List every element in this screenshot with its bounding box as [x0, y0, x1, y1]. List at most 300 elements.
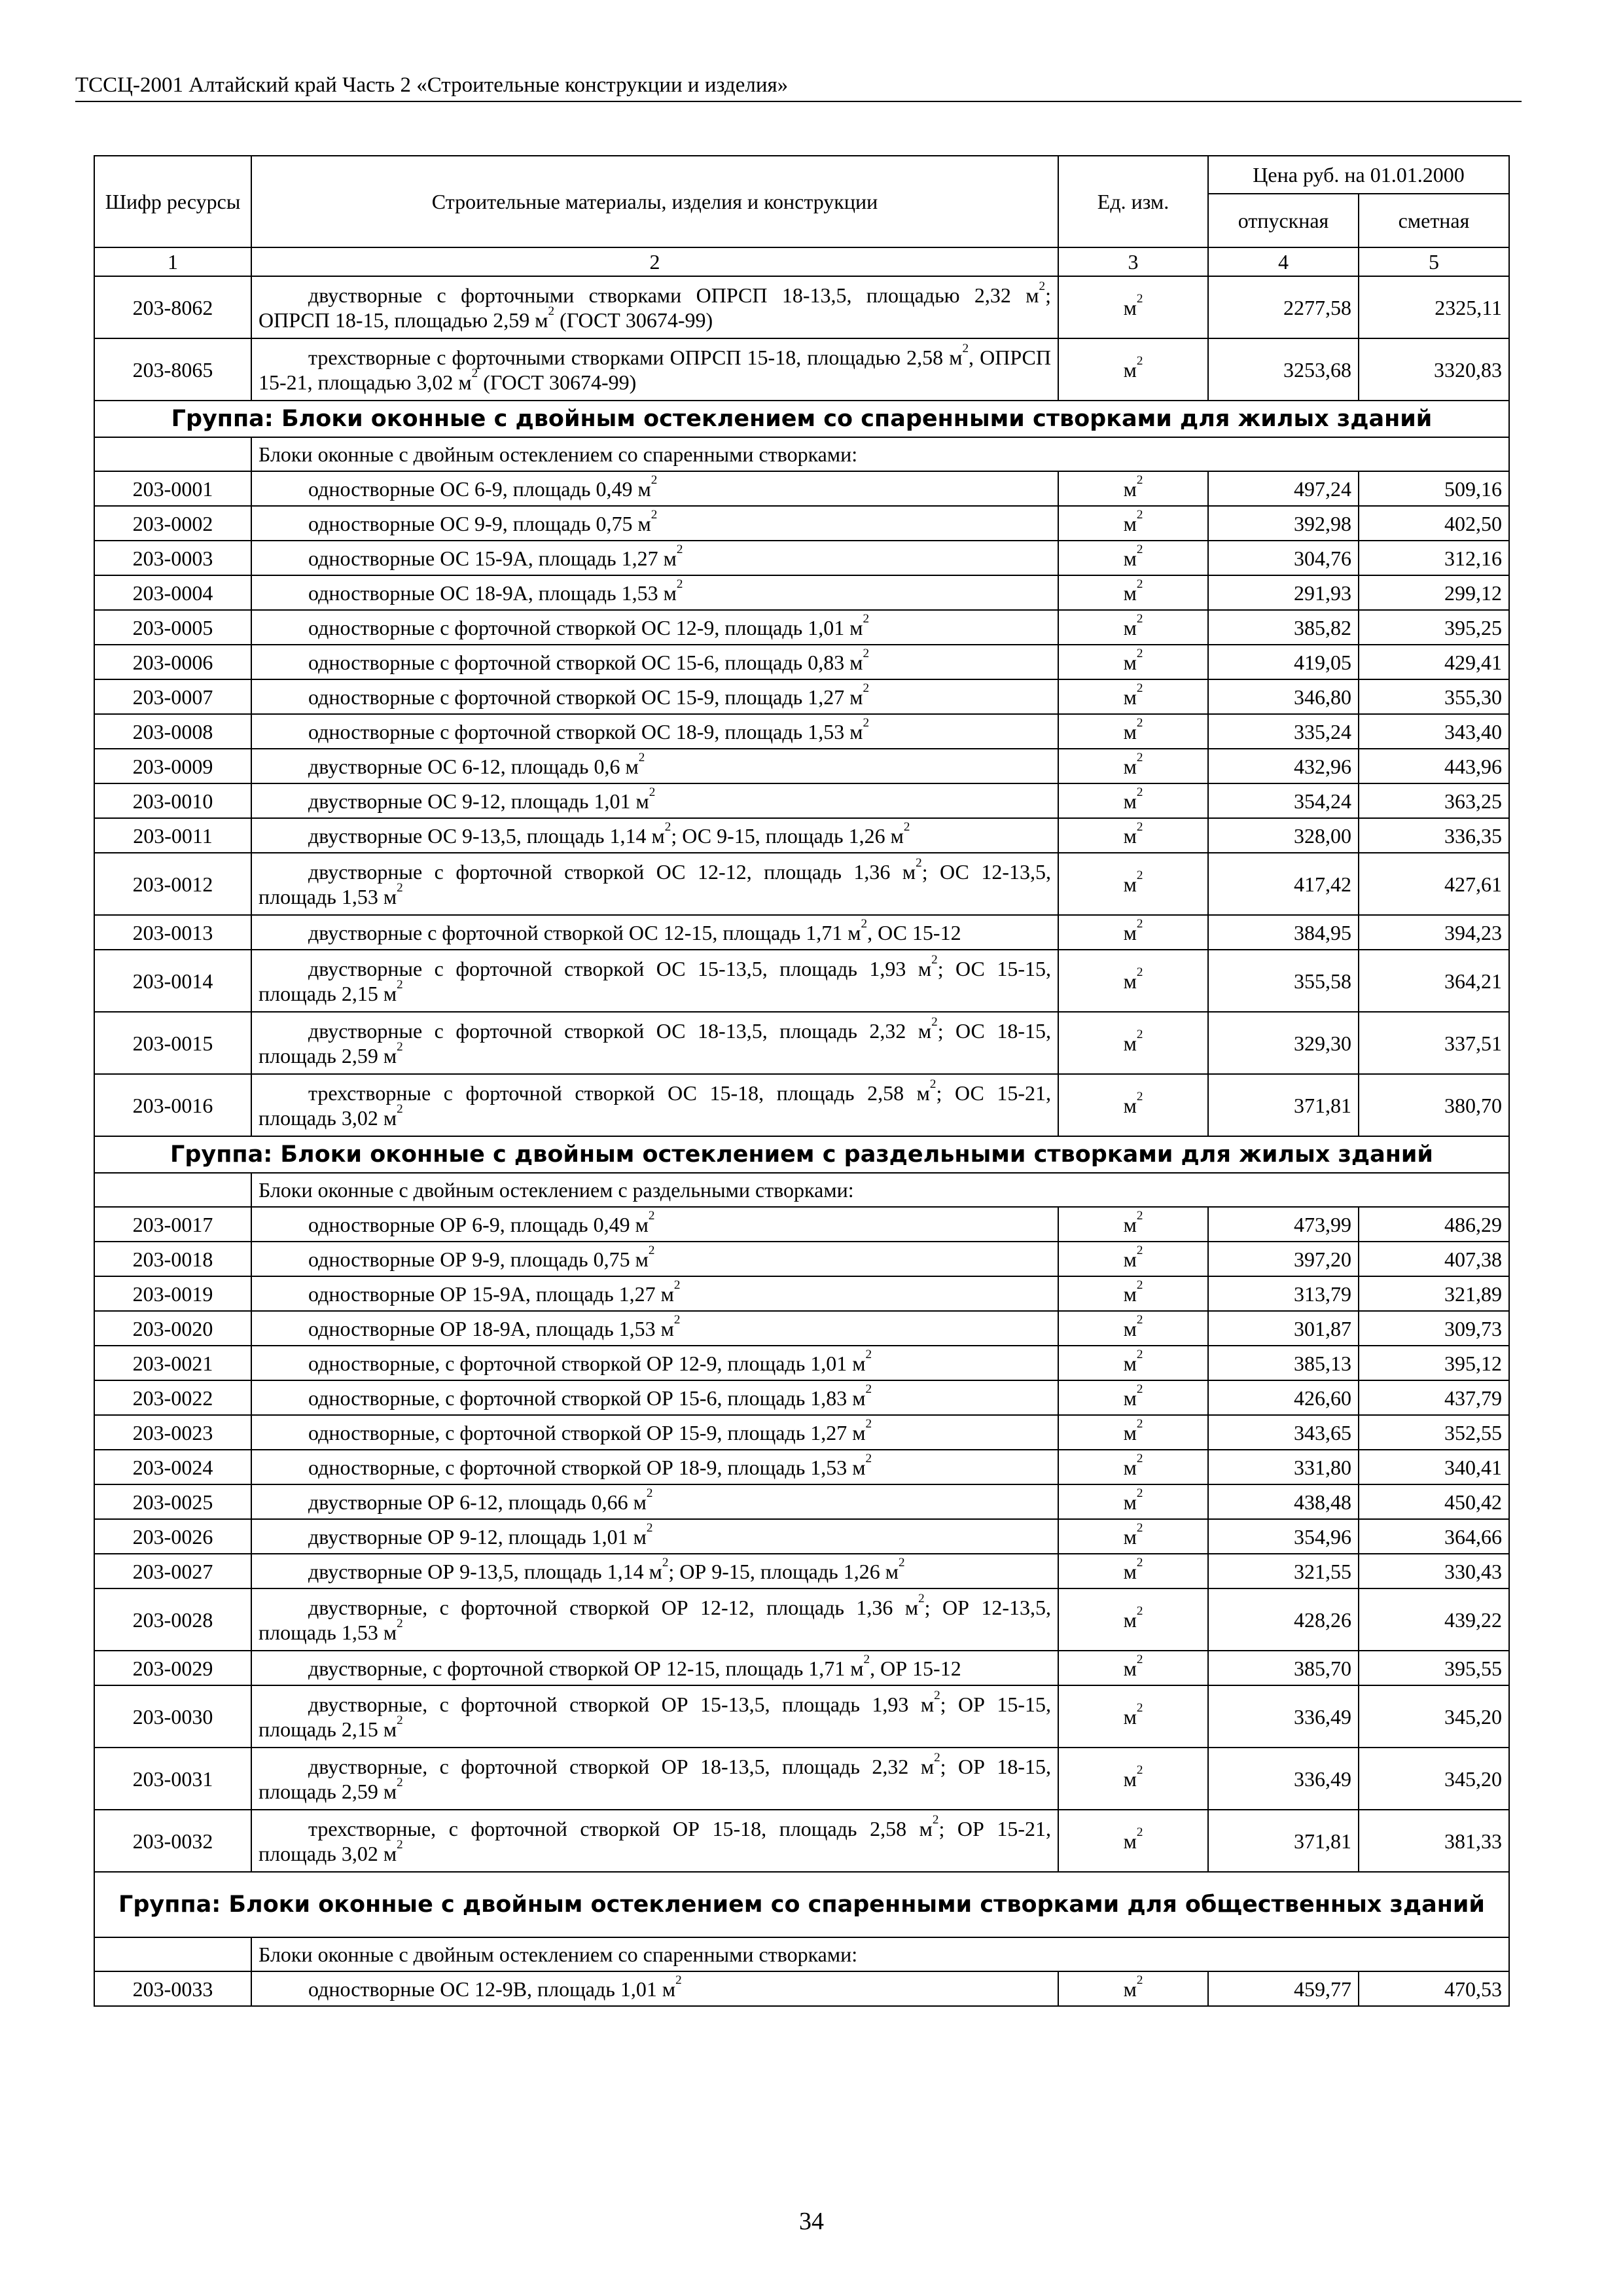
unit-exponent: 2 [1136, 611, 1143, 626]
item-description-text: трехстворные с форточной створкой ОС 15-18, площадь 2,58 $м^2$; ОС 15-21, площадь 3,02 $м^2$ [259, 1077, 1052, 1130]
resource-code: 203-0017 [94, 1207, 251, 1242]
resource-code: 203-0030 [94, 1685, 251, 1748]
unit-base: м [1123, 1490, 1137, 1514]
item-description [251, 276, 1058, 338]
table-row [94, 338, 1509, 401]
table-row [94, 1810, 1509, 1872]
release-price: 438,48 [1208, 1484, 1359, 1519]
release-price: 385,82 [1208, 610, 1359, 645]
item-description [251, 1450, 1058, 1484]
table-row [94, 1651, 1509, 1685]
estimate-price: 363,25 [1359, 783, 1509, 818]
resource-code: 203-0001 [94, 471, 251, 506]
unit-base: м [1123, 1282, 1137, 1306]
column-number: 5 [1359, 247, 1509, 276]
item-description [251, 1484, 1058, 1519]
item-description-text: одностворные ОС 9-9, площадь 0,75 $м^2$ [308, 507, 658, 535]
item-description-text: одностворные с форточной створкой ОС 15-6, площадь 0,83 $м^2$ [308, 646, 870, 674]
item-description [251, 749, 1058, 783]
estimate-price: 407,38 [1359, 1242, 1509, 1276]
unit [1058, 749, 1208, 783]
estimate-price: 402,50 [1359, 506, 1509, 541]
estimate-price: 330,43 [1359, 1554, 1509, 1588]
item-description [251, 1810, 1058, 1872]
item-description-text: одностворные с форточной створкой ОС 15-9, площадь 1,27 $м^2$ [308, 681, 870, 709]
table-row [94, 1519, 1509, 1554]
unit [1058, 338, 1208, 401]
resource-code: 203-0019 [94, 1276, 251, 1311]
estimate-price: 343,40 [1359, 714, 1509, 749]
item-description-text: одностворные ОС 18-9А, площадь 1,53 $м^2$ [308, 577, 683, 605]
unit-exponent: 2 [1136, 1825, 1143, 1839]
unit-exponent: 2 [1136, 473, 1143, 487]
item-description [251, 541, 1058, 575]
table-row [94, 915, 1509, 950]
unit [1058, 1588, 1208, 1651]
subheading-row [94, 1937, 1509, 1971]
column-number: 2 [251, 247, 1058, 276]
release-price: 336,49 [1208, 1748, 1359, 1810]
release-price: 428,26 [1208, 1588, 1359, 1651]
table-row [94, 1276, 1509, 1311]
table-row [94, 749, 1509, 783]
item-description-text: одностворные ОР 6-9, площадь 0,49 $м^2$ [308, 1208, 655, 1236]
unit [1058, 1748, 1208, 1810]
release-price: 335,24 [1208, 714, 1359, 749]
unit-base: м [1123, 1351, 1137, 1375]
resource-code: 203-0011 [94, 818, 251, 853]
estimate-price: 427,61 [1359, 853, 1509, 915]
unit-exponent: 2 [1136, 1089, 1143, 1103]
item-description [251, 1380, 1058, 1415]
unit [1058, 575, 1208, 610]
column-header-release: отпускная [1208, 194, 1359, 247]
table-row [94, 1415, 1509, 1450]
unit-base: м [1123, 581, 1137, 605]
resource-code: 203-0024 [94, 1450, 251, 1484]
item-description-text: одностворные, с форточной створкой ОР 15-9, площадь 1,27 $м^2$ [308, 1416, 872, 1444]
resource-code: 203-0020 [94, 1311, 251, 1346]
resource-code: 203-0013 [94, 915, 251, 950]
item-description [251, 714, 1058, 749]
group-heading-row [94, 1872, 1509, 1937]
unit-exponent: 2 [1136, 646, 1143, 660]
estimate-price: 443,96 [1359, 749, 1509, 783]
table-row [94, 1012, 1509, 1074]
item-description-text: одностворные с форточной створкой ОС 12-9, площадь 1,01 $м^2$ [308, 611, 870, 639]
table-body [94, 276, 1509, 2006]
estimate-price: 309,73 [1359, 1311, 1509, 1346]
release-price: 371,81 [1208, 1810, 1359, 1872]
estimate-price: 364,21 [1359, 950, 1509, 1012]
group-heading-row [94, 401, 1509, 437]
resource-code: 203-0018 [94, 1242, 251, 1276]
item-description [251, 1074, 1058, 1136]
table-row [94, 1207, 1509, 1242]
table-row [94, 1588, 1509, 1651]
table-row [94, 1554, 1509, 1588]
table-row [94, 541, 1509, 575]
unit [1058, 541, 1208, 575]
unit [1058, 714, 1208, 749]
table-row [94, 714, 1509, 749]
resource-code: 203-0032 [94, 1810, 251, 1872]
table-row [94, 1971, 1509, 2006]
column-header-unit: Ед. изм. [1058, 156, 1208, 247]
item-description [251, 645, 1058, 679]
release-price: 3253,68 [1208, 338, 1359, 401]
item-description-text: двустворные с форточной створкой ОС 12-15, площадь 1,71 $м^2$, ОС 15-12 [308, 916, 961, 944]
subheading-row [94, 1173, 1509, 1207]
unit-exponent: 2 [1136, 1347, 1143, 1361]
estimate-price: 312,16 [1359, 541, 1509, 575]
item-description-text: двустворные с форточной створкой ОС 12-12, площадь 1,36 $м^2$; ОС 12-13,5, площадь 1,53 $м^2$ [259, 855, 1051, 908]
item-description-text: двустворные ОС 9-12, площадь 1,01 $м^2$ [308, 785, 656, 813]
item-description [251, 610, 1058, 645]
empty-cell [94, 1173, 251, 1207]
release-price: 392,98 [1208, 506, 1359, 541]
item-description-text: двустворные, с форточной створкой ОР 15-13,5, площадь 1,93 $м^2$; ОР 15-15, площадь 2,15 $м^2$ [259, 1688, 1052, 1741]
release-price: 346,80 [1208, 679, 1359, 714]
unit-base: м [1123, 295, 1137, 319]
table-row [94, 1450, 1509, 1484]
unit-exponent: 2 [1136, 1555, 1143, 1570]
release-price: 385,13 [1208, 1346, 1359, 1380]
unit [1058, 1685, 1208, 1748]
unit-exponent: 2 [1136, 1652, 1143, 1666]
item-description-text: одностворные ОР 9-9, площадь 0,75 $м^2$ [308, 1243, 655, 1271]
resource-code: 203-0014 [94, 950, 251, 1012]
item-description [251, 1748, 1058, 1810]
column-header-materials: Строительные материалы, изделия и конструкции [251, 156, 1058, 247]
item-description-text: одностворные, с форточной створкой ОР 15-6, площадь 1,83 $м^2$ [308, 1382, 872, 1410]
unit [1058, 1012, 1208, 1074]
document-header: ТССЦ-2001 Алтайский край Часть 2 «Строительные конструкции и изделия» [75, 72, 1522, 102]
column-header-price-group: Цена руб. на 01.01.2000 [1208, 156, 1509, 194]
release-price: 343,65 [1208, 1415, 1359, 1450]
release-price: 336,49 [1208, 1685, 1359, 1748]
resource-code: 203-0016 [94, 1074, 251, 1136]
column-header-code: Шифр ресурсы [94, 156, 251, 247]
unit-base: м [1123, 1420, 1137, 1444]
item-description-text: одностворные, с форточной створкой ОР 18-9, площадь 1,53 $м^2$ [308, 1451, 872, 1479]
release-price: 497,24 [1208, 471, 1359, 506]
release-price: 397,20 [1208, 1242, 1359, 1276]
release-price: 2277,58 [1208, 276, 1359, 338]
unit [1058, 1971, 1208, 2006]
unit-exponent: 2 [1136, 1208, 1143, 1223]
release-price: 459,77 [1208, 1971, 1359, 2006]
item-description [251, 818, 1058, 853]
resource-code: 203-0002 [94, 506, 251, 541]
item-description-text: двустворные, с форточной створкой ОР 12-15, площадь 1,71 $м^2$, ОР 15-12 [308, 1652, 961, 1680]
estimate-price: 380,70 [1359, 1074, 1509, 1136]
subheading: Блоки оконные с двойным остеклением с раздельными створками: [251, 1173, 1509, 1207]
estimate-price: 395,25 [1359, 610, 1509, 645]
unit-exponent: 2 [1136, 577, 1143, 591]
item-description-text: двустворные с форточной створкой ОС 18-13,5, площадь 2,32 $м^2$; ОС 18-15, площадь 2,59 $м^2$ [259, 1014, 1051, 1067]
page-number: 34 [799, 2208, 824, 2235]
unit-exponent: 2 [1136, 1312, 1143, 1327]
unit-exponent: 2 [1136, 507, 1143, 522]
release-price: 291,93 [1208, 575, 1359, 610]
release-price: 419,05 [1208, 645, 1359, 679]
unit [1058, 1450, 1208, 1484]
unit-base: м [1123, 1247, 1137, 1271]
unit-exponent: 2 [1136, 542, 1143, 556]
estimate-price: 395,55 [1359, 1651, 1509, 1685]
release-price: 426,60 [1208, 1380, 1359, 1415]
item-description [251, 1971, 1058, 2006]
release-price: 371,81 [1208, 1074, 1359, 1136]
unit-exponent: 2 [1136, 965, 1143, 979]
unit-exponent: 2 [1136, 1243, 1143, 1257]
unit-base: м [1123, 476, 1137, 501]
item-description [251, 1207, 1058, 1242]
resource-code: 203-0008 [94, 714, 251, 749]
unit [1058, 783, 1208, 818]
resource-code: 203-8062 [94, 276, 251, 338]
release-price: 321,55 [1208, 1554, 1359, 1588]
unit [1058, 471, 1208, 506]
resource-code: 203-0026 [94, 1519, 251, 1554]
release-price: 329,30 [1208, 1012, 1359, 1074]
resource-code: 203-0004 [94, 575, 251, 610]
item-description-text: трехстворные, с форточной створкой ОР 15-18, площадь 2,58 $м^2$; ОР 15-21, площадь 3,02 $м^2$ [259, 1812, 1051, 1865]
item-description-text: одностворные ОС 6-9, площадь 0,49 $м^2$ [308, 473, 658, 501]
release-price: 384,95 [1208, 915, 1359, 950]
unit-exponent: 2 [1136, 1416, 1143, 1431]
resource-code: 203-0031 [94, 1748, 251, 1810]
resource-code: 203-0028 [94, 1588, 251, 1651]
resource-code: 203-0023 [94, 1415, 251, 1450]
release-price: 417,42 [1208, 853, 1359, 915]
estimate-price: 364,66 [1359, 1519, 1509, 1554]
unit [1058, 1554, 1208, 1588]
item-description [251, 950, 1058, 1012]
item-description [251, 679, 1058, 714]
release-price: 354,24 [1208, 783, 1359, 818]
unit [1058, 1276, 1208, 1311]
unit-base: м [1123, 1031, 1137, 1055]
release-price: 304,76 [1208, 541, 1359, 575]
item-description [251, 1554, 1058, 1588]
unit [1058, 1415, 1208, 1450]
unit-base: м [1123, 1386, 1137, 1410]
table-row [94, 471, 1509, 506]
table-row [94, 783, 1509, 818]
table-row [94, 1380, 1509, 1415]
resource-code: 203-8065 [94, 338, 251, 401]
unit-base: м [1123, 546, 1137, 570]
unit-base: м [1123, 1316, 1137, 1340]
column-number: 3 [1058, 247, 1208, 276]
unit [1058, 915, 1208, 950]
item-description-text: двустворные ОР 9-12, площадь 1,01 $м^2$ [308, 1520, 653, 1549]
table-row [94, 1748, 1509, 1810]
unit-exponent: 2 [1136, 916, 1143, 931]
item-description-text: одностворные ОС 15-9А, площадь 1,27 $м^2$ [308, 542, 683, 570]
empty-cell [94, 1937, 251, 1971]
estimate-price: 340,41 [1359, 1450, 1509, 1484]
unit-base: м [1123, 920, 1137, 944]
subheading-row [94, 437, 1509, 471]
column-number: 1 [94, 247, 251, 276]
unit-exponent: 2 [1136, 785, 1143, 799]
column-number: 4 [1208, 247, 1359, 276]
unit [1058, 1519, 1208, 1554]
table-row [94, 1346, 1509, 1380]
unit-exponent: 2 [1136, 353, 1143, 368]
estimate-price: 321,89 [1359, 1276, 1509, 1311]
unit-base: м [1123, 685, 1137, 709]
release-price: 432,96 [1208, 749, 1359, 783]
estimate-price: 429,41 [1359, 645, 1509, 679]
unit [1058, 645, 1208, 679]
unit [1058, 1380, 1208, 1415]
unit-base: м [1123, 789, 1137, 813]
unit-exponent: 2 [1136, 1763, 1143, 1777]
release-price: 328,00 [1208, 818, 1359, 853]
release-price: 301,87 [1208, 1311, 1359, 1346]
table-row [94, 610, 1509, 645]
item-description-text: одностворные, с форточной створкой ОР 12-9, площадь 1,01 $м^2$ [308, 1347, 872, 1375]
unit-base: м [1123, 1656, 1137, 1680]
item-description-text: двустворные ОС 6-12, площадь 0,6 $м^2$ [308, 750, 645, 778]
resource-code: 203-0007 [94, 679, 251, 714]
unit [1058, 1810, 1208, 1872]
item-description [251, 915, 1058, 950]
estimate-price: 355,30 [1359, 679, 1509, 714]
unit-exponent: 2 [1136, 868, 1143, 882]
unit [1058, 276, 1208, 338]
resource-code: 203-0029 [94, 1651, 251, 1685]
subheading: Блоки оконные с двойным остеклением со спаренными створками: [251, 437, 1509, 471]
estimate-price: 345,20 [1359, 1685, 1509, 1748]
unit-base: м [1123, 615, 1137, 639]
item-description-text: одностворные ОС 12-9В, площадь 1,01 $м^2$ [308, 1973, 682, 2001]
unit-base: м [1123, 1455, 1137, 1479]
item-description-text: одностворные с форточной створкой ОС 18-9, площадь 1,53 $м^2$ [308, 715, 870, 744]
table-row [94, 818, 1509, 853]
item-description [251, 1651, 1058, 1685]
unit-base: м [1123, 650, 1137, 674]
item-description [251, 1276, 1058, 1311]
table-row [94, 679, 1509, 714]
estimate-price: 336,35 [1359, 818, 1509, 853]
resource-code: 203-0012 [94, 853, 251, 915]
item-description-text: двустворные, с форточной створкой ОР 12-12, площадь 1,36 $м^2$; ОР 12-13,5, площадь 1,53 $м^2$ [259, 1591, 1052, 1644]
item-description-text: двустворные с форточными створками ОПРСП 18-13,5, площадью 2,32 $м^2$; ОПРСП 18-15, площадью 2,59 $м^2$ (ГОСТ 30674-99) [259, 279, 1051, 332]
unit-base: м [1123, 1093, 1137, 1117]
unit-base: м [1123, 823, 1137, 848]
unit-base: м [1123, 1524, 1137, 1549]
table-row [94, 1074, 1509, 1136]
unit-base: м [1123, 357, 1137, 382]
release-price: 355,58 [1208, 950, 1359, 1012]
unit-exponent: 2 [1136, 1520, 1143, 1535]
item-description [251, 1415, 1058, 1450]
item-description-text: двустворные ОС 9-13,5, площадь 1,14 $м^2$; ОС 9-15, площадь 1,26 $м^2$ [308, 819, 910, 848]
item-description-text: двустворные с форточной створкой ОС 15-13,5, площадь 1,93 $м^2$; ОС 15-15, площадь 2,15 $м^2$ [259, 952, 1051, 1005]
group-heading-row [94, 1136, 1509, 1173]
estimate-price: 437,79 [1359, 1380, 1509, 1415]
item-description [251, 1685, 1058, 1748]
resource-code: 203-0009 [94, 749, 251, 783]
group-heading: Группа: Блоки оконные с двойным остеклением со спаренными створками для общественных зданий [94, 1872, 1509, 1937]
estimate-price: 509,16 [1359, 471, 1509, 506]
estimate-price: 337,51 [1359, 1012, 1509, 1074]
item-description [251, 783, 1058, 818]
table-row [94, 575, 1509, 610]
resource-code: 203-0006 [94, 645, 251, 679]
resource-code: 203-0010 [94, 783, 251, 818]
estimate-price: 439,22 [1359, 1588, 1509, 1651]
unit-base: м [1123, 872, 1137, 896]
estimate-price: 381,33 [1359, 1810, 1509, 1872]
unit-exponent: 2 [1136, 819, 1143, 834]
unit-exponent: 2 [1136, 291, 1143, 306]
unit-base: м [1123, 1559, 1137, 1583]
unit-base: м [1123, 1829, 1137, 1853]
table-row [94, 950, 1509, 1012]
table-row [94, 506, 1509, 541]
unit-exponent: 2 [1136, 1700, 1143, 1715]
unit-exponent: 2 [1136, 1486, 1143, 1500]
group-heading: Группа: Блоки оконные с двойным остеклением со спаренными створками для жилых зданий [94, 401, 1509, 437]
item-description-text: двустворные ОР 6-12, площадь 0,66 $м^2$ [308, 1486, 653, 1514]
unit-base: м [1123, 1767, 1137, 1791]
unit-base: м [1123, 1212, 1137, 1236]
table-row [94, 276, 1509, 338]
unit-exponent: 2 [1136, 1278, 1143, 1292]
estimate-price: 299,12 [1359, 575, 1509, 610]
table-row [94, 1242, 1509, 1276]
item-description [251, 1012, 1058, 1074]
resource-code: 203-0025 [94, 1484, 251, 1519]
unit-base: м [1123, 754, 1137, 778]
unit [1058, 1484, 1208, 1519]
item-description [251, 338, 1058, 401]
empty-cell [94, 437, 251, 471]
unit-base: м [1123, 1977, 1137, 2001]
unit [1058, 1651, 1208, 1685]
item-description [251, 471, 1058, 506]
table-row [94, 1484, 1509, 1519]
item-description-text: одностворные ОР 15-9А, площадь 1,27 $м^2$ [308, 1278, 681, 1306]
unit [1058, 506, 1208, 541]
unit-exponent: 2 [1136, 750, 1143, 764]
estimate-price: 352,55 [1359, 1415, 1509, 1450]
resource-code: 203-0033 [94, 1971, 251, 2006]
release-price: 313,79 [1208, 1276, 1359, 1311]
release-price: 354,96 [1208, 1519, 1359, 1554]
item-description [251, 1242, 1058, 1276]
unit-base: м [1123, 719, 1137, 744]
group-heading: Группа: Блоки оконные с двойным остеклением с раздельными створками для жилых зданий [94, 1136, 1509, 1173]
unit [1058, 1346, 1208, 1380]
unit [1058, 679, 1208, 714]
column-header-estimate: сметная [1359, 194, 1509, 247]
unit-exponent: 2 [1136, 1451, 1143, 1465]
item-description [251, 575, 1058, 610]
item-description-text: двустворные ОР 9-13,5, площадь 1,14 $м^2$; ОР 9-15, площадь 1,26 $м^2$ [308, 1555, 905, 1583]
price-table [94, 155, 1510, 2007]
unit [1058, 610, 1208, 645]
estimate-price: 3320,83 [1359, 338, 1509, 401]
item-description [251, 506, 1058, 541]
release-price: 473,99 [1208, 1207, 1359, 1242]
